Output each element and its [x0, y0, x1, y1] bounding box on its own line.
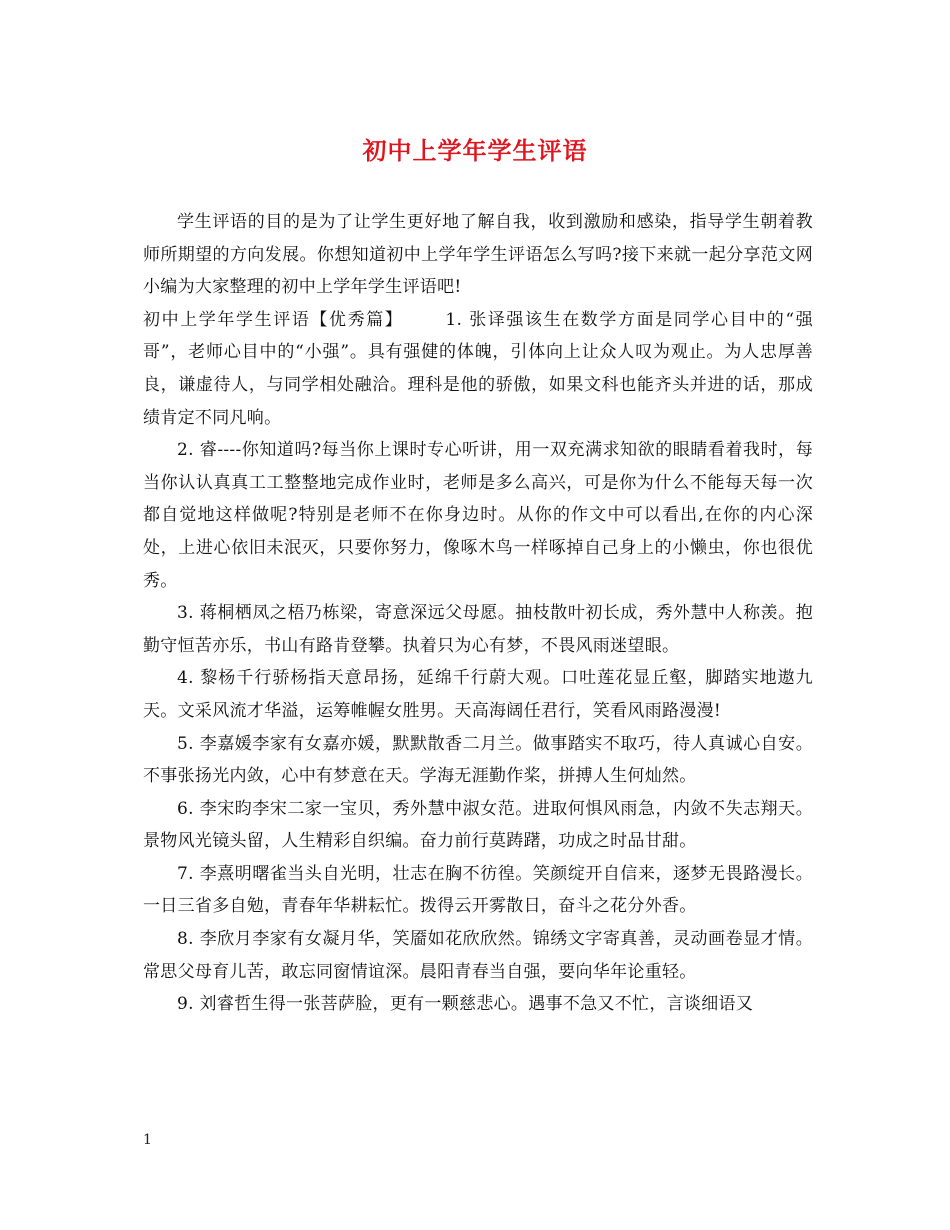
comment-item-7: 7. 李熹明曙雀当头自光明，壮志在胸不彷徨。笑颜绽开自信来，逐梦无畏路漫长。一日三省多自勉，青春年华耕耘忙。拨得云开雾散日，奋斗之花分外香。 — [143, 863, 813, 917]
section-paragraph — [143, 304, 813, 434]
comment-item-5: 5. 李嘉媛李家有女嘉亦媛，默默散香二月兰。做事踏实不取巧，待人真诚心自安。不事张扬光内敛，心中有梦意在天。学海无涯勤作桨，拼搏人生何灿然。 — [143, 733, 813, 787]
comment-item-4: 4. 黎杨千行骄杨指天意昂扬，延绵千行蔚大观。口吐莲花显丘壑，脚踏实地遨九天。文采风流才华溢，运筹帷幄女胜男。天高海阔任君行，笑看风雨路漫漫! — [143, 668, 813, 721]
comment-item-3: 3. 蒋桐栖凤之梧乃栋梁，寄意深远父母愿。抽枝散叶初长成，秀外慧中人称羡。抱勤守恒苦亦乐，书山有路肯登攀。执着只为心有梦，不畏风雨迷望眼。 — [143, 603, 813, 656]
comment-item-9: 9. 刘睿哲生得一张菩萨脸，更有一颗慈悲心。遇事不急又不忙，言谈细语又 — [177, 994, 754, 1015]
comment-item-6: 6. 李宋昀李宋二家一宝贝，秀外慧中淑女范。进取何惧风雨急，内敛不失志翔天。景物风光镜头留，人生精彩自织编。奋力前行莫踌躇，功成之时品甘甜。 — [143, 798, 813, 852]
comment-item-1: 1. 张译强该生在数学方面是同学心目中的“强哥”，老师心目中的“小强”。具有强健的体魄，引体向上让众人叹为观止。为人忠厚善良，谦虚待人，与同学相处融洽。理科是他的骄傲，如果文科也能齐头并进的话，那成绩肯定不同凡响。 — [143, 309, 813, 428]
intro-paragraph: 学生评语的目的是为了让学生更好地了解自我，收到激励和感染，指导学生朝着教师所期望的方向发展。你想知道初中上学年学生评语怎么写吗?接下来就一起分享范文网小编为大家整理的初中上学年学生评语吧! — [143, 212, 813, 298]
section-heading: 初中上学年学生评语【优秀篇】 — [143, 309, 404, 330]
comment-item-8: 8. 李欣月李家有女凝月华，笑靥如花欣欣然。锦绣文字寄真善，灵动画卷显才情。常思父母育儿苦，敢忘同窗情谊深。晨阳青春当自强，要向华年论重轻。 — [143, 929, 813, 982]
page-number: 1 — [143, 1132, 152, 1148]
document-body — [143, 206, 813, 1021]
document-title: 初中上学年学生评语 — [362, 136, 588, 165]
comment-item-2: 2. 睿----你知道吗?每当你上课时专心听讲，用一双充满求知欲的眼睛看着我时，每当你认认真真工工整整地完成作业时，老师是多么高兴，可是你为什么不能每天每一次都自觉地这样做呢?特别是老师不在你身边时。从你的作文中可以看出,在你的内心深处，上进心依旧未泯灭，只要你努力，像啄木鸟一样啄掉自己身上的小懒虫，你也很优秀。 — [143, 440, 813, 591]
